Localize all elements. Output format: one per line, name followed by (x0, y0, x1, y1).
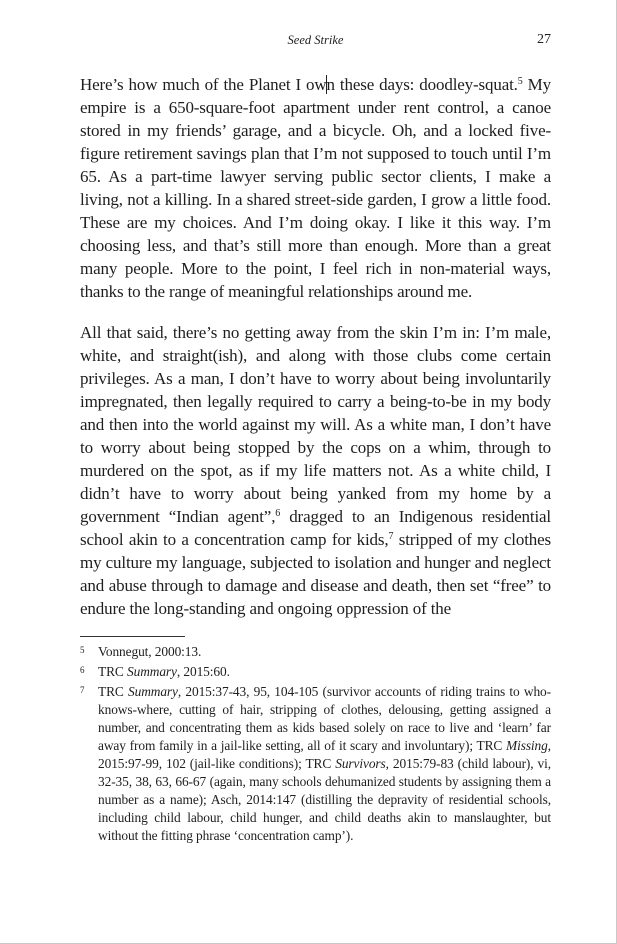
body-text (80, 73, 551, 638)
footnote-7 (80, 683, 551, 845)
footnote-ref-5[interactable]: 5 (517, 76, 523, 87)
footnote-text (98, 683, 551, 845)
footnote-divider (80, 636, 185, 637)
footnotes (80, 643, 551, 847)
paragraph-1[interactable] (80, 73, 551, 303)
paragraph-2-part-c: stripped of my clothes my culture my language, subjected to isolation and hunger and neglect and abuse through to damage and disease and death, then set “free” to endure the long-standing and ongoing oppression of the (80, 530, 551, 618)
footnote-6 (80, 663, 551, 681)
footnote-number: 7 (80, 685, 85, 695)
footnote-7-s2: , 2015:37-43, 95, 104-105 (survivor accounts of riding trains to who-knows-where, cutting of hair, stripping of clothes, delousing, getting assigned a number, and concentrating them as kids based solely on race to live and ‘learn’ far away from family in a jail-like setting, all of it scary and involuntary); TRC (98, 684, 551, 753)
footnote-7-title-summary: Summary (128, 684, 178, 699)
footnote-ref-7[interactable]: 7 (388, 531, 394, 542)
footnote-5-text: Vonnegut, 2000:13. (98, 644, 202, 659)
footnote-6-post: , 2015:60. (176, 664, 230, 679)
footnote-7-title-missing: Missing (506, 738, 548, 753)
footnote-7-s4: , 2015:79-83 (child labour), vi, 32-35, 38, 63, 66-67 (again, many schools dehumanized students by assigning them a number as a name); Asch, 2014:147 (distilling the depravity of residential schools, including child labour, child hunger, and child deaths akin to manslaughter, but without the fitting phrase ‘concentration camp’). (98, 756, 552, 843)
footnote-number: 5 (80, 645, 85, 655)
paragraph-2[interactable] (80, 321, 551, 620)
paragraph-1-part-a: Here’s how much of the Planet I ow (80, 75, 327, 94)
footnote-7-s3: , 2015:97-99, 102 (jail-like conditions); TRC (98, 738, 551, 771)
paragraph-1-part-b: n these days: doodley-squat. (326, 75, 518, 94)
footnote-6-title: Summary (127, 664, 177, 679)
footnote-7-s1: TRC (98, 684, 128, 699)
paragraph-1-part-c: My empire is a 650-square-foot apartment under rent control, a canoe stored in my friends’ garage, and a bicycle. Oh, and a locked five-figure retirement savings plan that I’m not supposed to touch until I’m 65. As a part-time lawyer serving public sector clients, I make a living, not a killing. In a shared street-side garden, I grow a little food. These are my choices. And I’m doing okay. I like it this way. I’m choosing less, and that’s still more than enough. More than a great many people. More to the point, I feel rich in non-material ways, thanks to the range of meaningful relationships around me. (80, 75, 551, 301)
footnote-text (98, 643, 551, 661)
page-number: 27 (537, 32, 551, 47)
paragraph-2-part-b: dragged to an Indigenous residential school akin to a concentration camp for kids, (80, 507, 551, 549)
footnote-6-pre: TRC (98, 664, 127, 679)
running-title: Seed Strike (287, 33, 344, 47)
footnote-5 (80, 643, 551, 661)
footnote-ref-6[interactable]: 6 (275, 508, 281, 519)
paragraph-2-part-a: All that said, there’s no getting away from the skin I’m in: I’m male, white, and straight(ish), and along with those clubs come certain privileges. As a man, I don’t have to worry about being involuntarily impregnated, then legally required to carry a being-to-be in my body and then into the world against my will. As a white man, I don’t have to worry about being stopped by the cops on a whim, through to murdered on the spot, as if my life matters not. As a white child, I didn’t have to worry about being yanked from my home by a government “Indian agent”, (80, 323, 551, 526)
running-head (80, 33, 551, 51)
footnote-7-title-survivors: Survivors (335, 756, 386, 771)
footnote-text (98, 663, 551, 681)
footnote-number: 6 (80, 665, 85, 675)
